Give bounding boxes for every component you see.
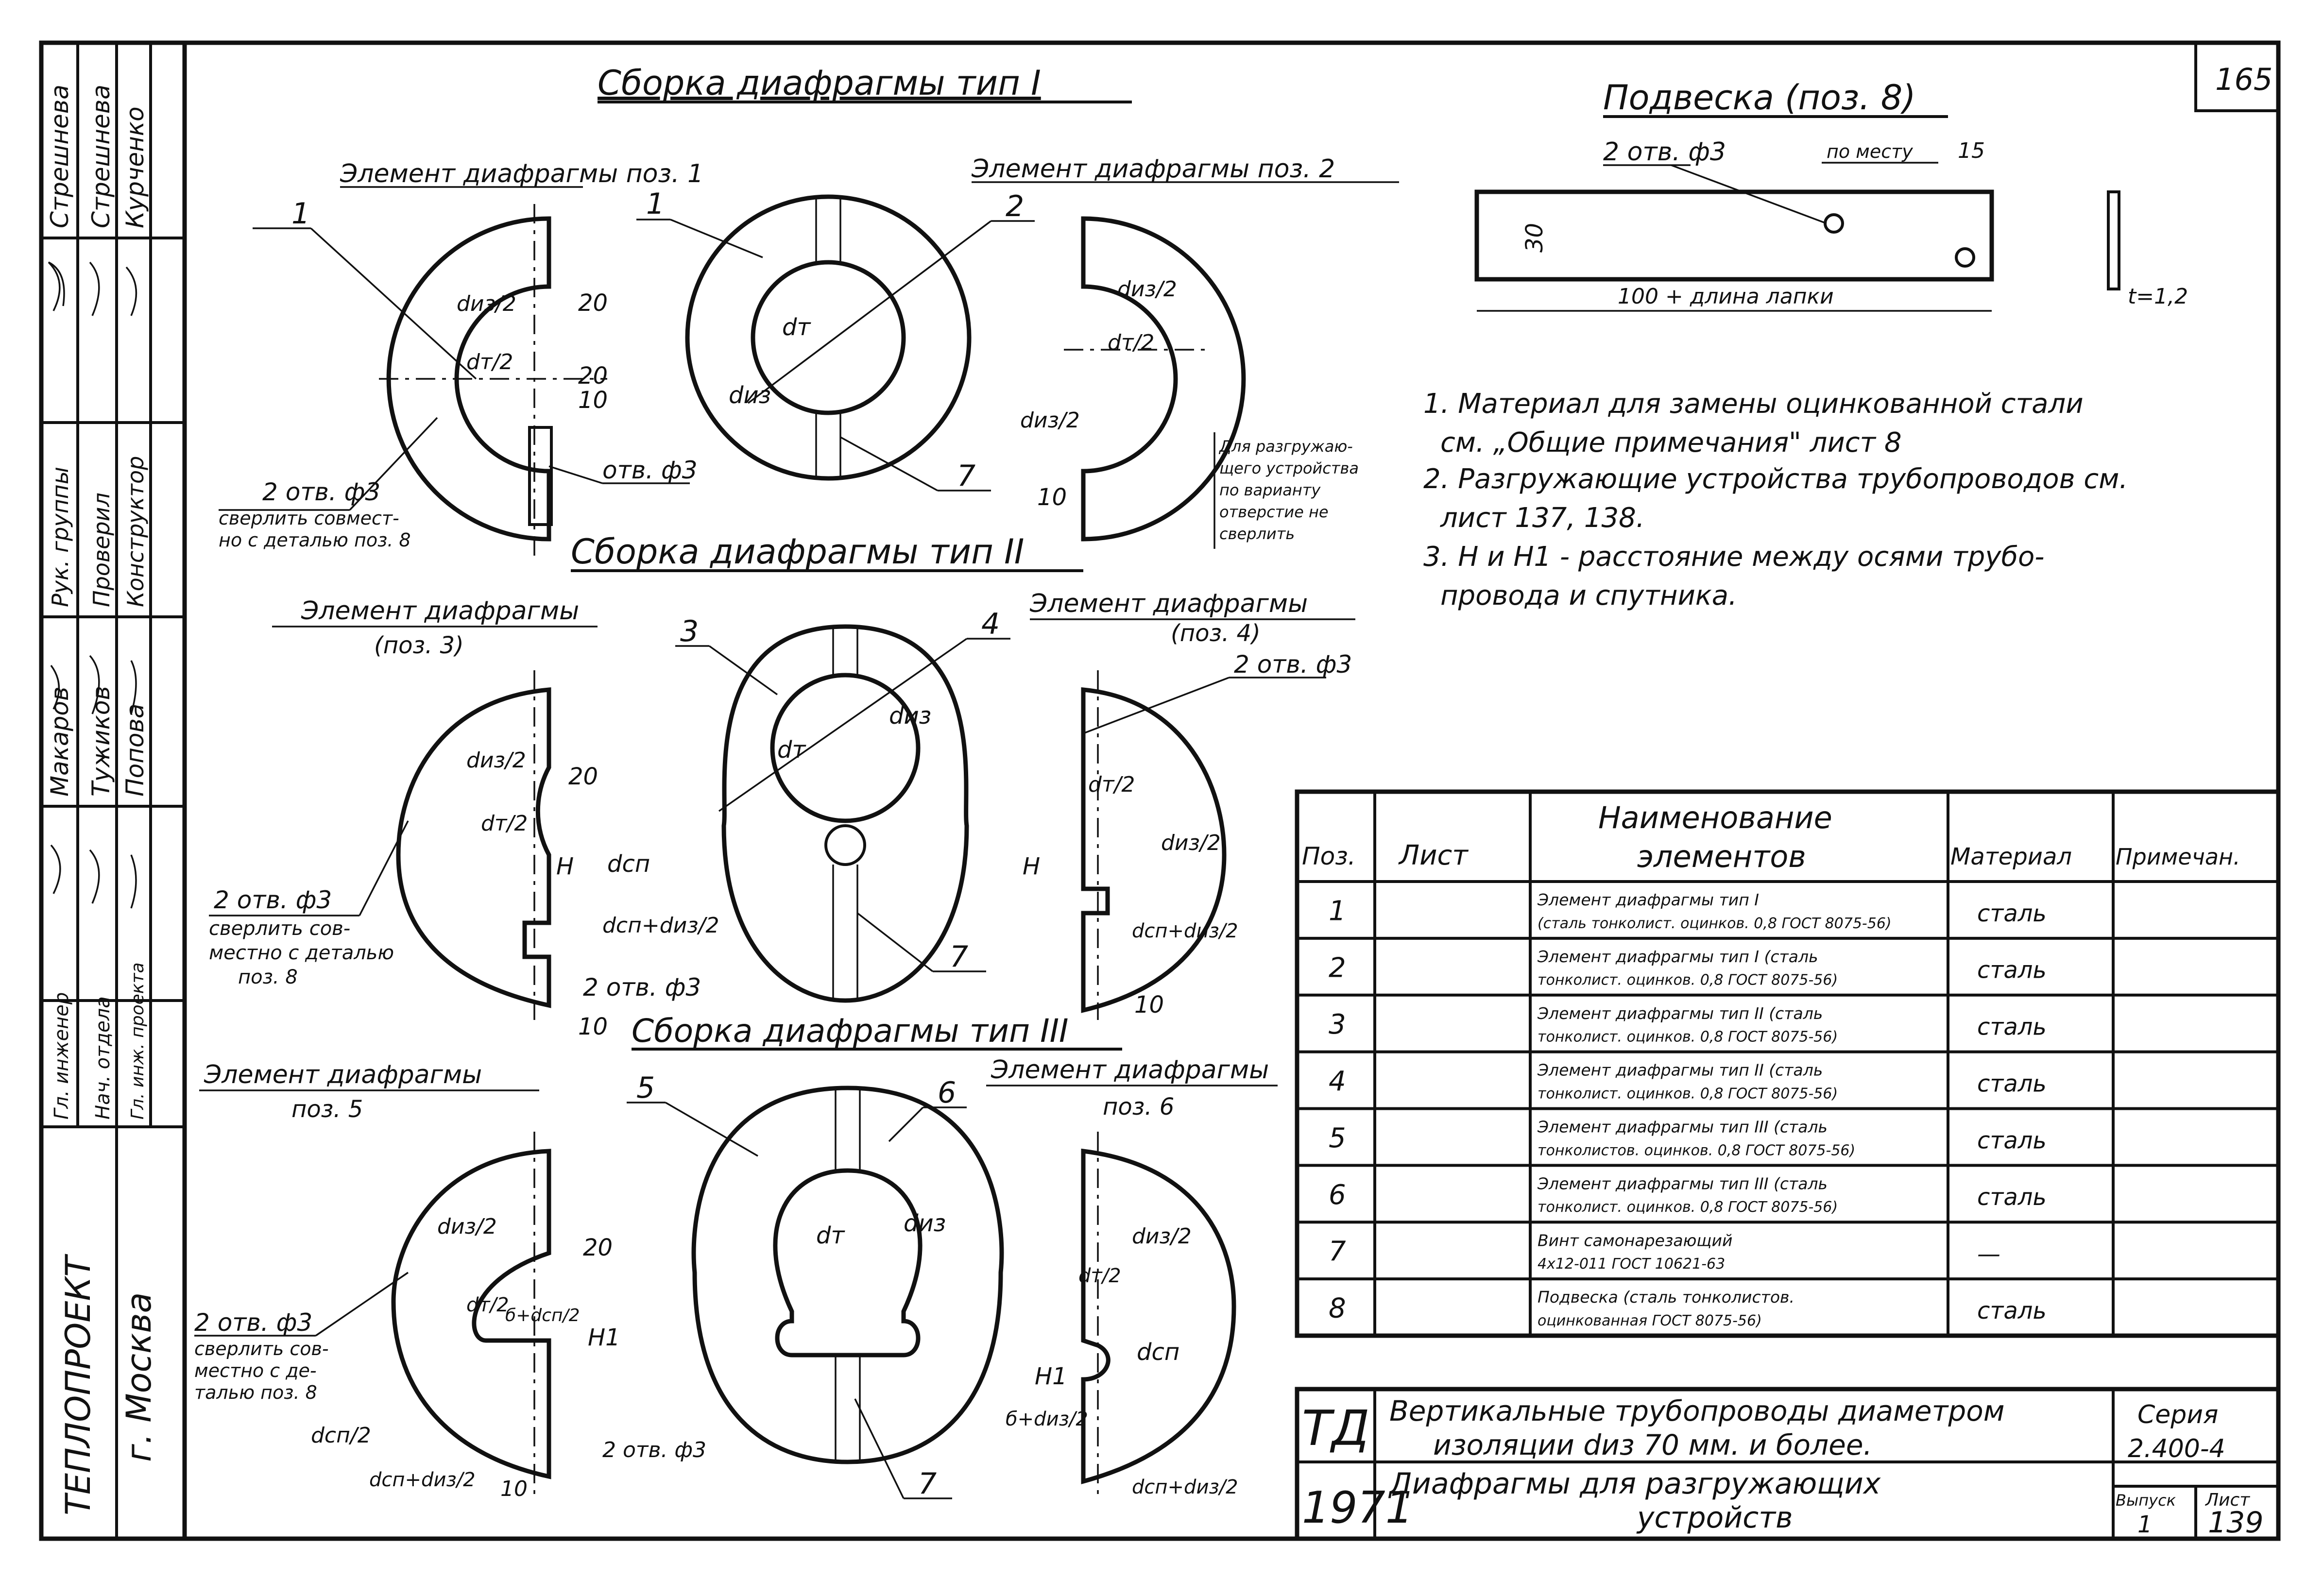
unload-note: Для разгружаю- — [1219, 437, 1353, 456]
drill-note: но с деталью поз. 8 — [219, 529, 411, 551]
dim-b-dsp: б+dсп/2 — [505, 1306, 580, 1325]
dim-diz-half: dиз/2 — [437, 1214, 497, 1239]
callout-7: 7 — [918, 1467, 937, 1501]
table-cell-name: Элемент диафрагмы тип I — [1538, 890, 1760, 910]
dim-20: 20 — [578, 289, 608, 317]
subtitle-line: устройств — [1637, 1501, 1793, 1535]
note-line: 1. Материал для замены оцинкованной стали — [1423, 388, 2084, 420]
table-cell-name: тонколист. оцинков. 0,8 ГОСТ 8075-56) — [1538, 971, 1838, 989]
table-header: Примечан. — [2116, 844, 2240, 870]
table-cell-name: тонколист. оцинков. 0,8 ГОСТ 8075-56) — [1538, 1028, 1838, 1046]
td-code: ТД — [1302, 1400, 1370, 1457]
note-line: 3. H и H1 - расстояние между осями трубо- — [1423, 541, 2045, 573]
dim-dsp-diz: dсп+dиз/2 — [1132, 920, 1238, 942]
dim-diz-half: dиз/2 — [1132, 1224, 1192, 1249]
table-cell-name: Элемент диафрагмы тип III (сталь — [1538, 1174, 1828, 1193]
dim-dsp-half: dсп/2 — [311, 1423, 371, 1448]
stamp-cell: Гл. инженер — [51, 992, 73, 1120]
dim-dt: dт — [777, 736, 806, 764]
holes-label: 2 отв. ф3 — [602, 1438, 707, 1462]
assembly-2 — [209, 589, 1355, 1040]
dim-10: 10 — [1037, 484, 1067, 511]
stamp-block — [41, 43, 185, 1539]
dim-h1: H1 — [588, 1324, 620, 1351]
stamp-cell: Стрешнева — [46, 85, 74, 228]
dim-10: 10 — [500, 1477, 528, 1501]
drill-note: сверлить сов- — [194, 1338, 329, 1359]
dim-diz: dиз — [729, 382, 771, 409]
drill-note: поз. 8 — [238, 966, 298, 988]
dim-h: H — [1023, 853, 1041, 880]
stamp-cell: Рук. группы — [47, 466, 73, 607]
dim-dt-half: dт/2 — [481, 811, 528, 836]
table-cell-pos: 1 — [1329, 895, 1346, 927]
assembly-1-title: Сборка диафрагмы тип I — [598, 63, 1041, 103]
assembly-3 — [194, 1055, 1278, 1501]
sheet-number: 165 — [2215, 62, 2273, 97]
table-cell-pos: 6 — [1329, 1179, 1346, 1211]
table-cell-name: тонколист. оцинков. 0,8 ГОСТ 8075-56) — [1538, 1085, 1838, 1103]
element-label: Элемент диафрагмы — [991, 1055, 1269, 1085]
unload-note: отверстие не — [1219, 503, 1329, 521]
stamp-cell: Гл. инж. проекта — [128, 962, 148, 1120]
table-cell-material: сталь — [1977, 1013, 2047, 1041]
dim-20: 20 — [583, 1234, 613, 1261]
callout-3: 3 — [680, 614, 699, 648]
td-year: 1971 — [1302, 1482, 1414, 1533]
holes-label: 2 отв. ф3 — [1234, 650, 1352, 679]
dim-diz-half: dиз/2 — [1161, 831, 1221, 855]
dim-30: 30 — [1521, 222, 1548, 253]
dim-diz: dиз — [904, 1210, 946, 1237]
title-line: изоляции dиз 70 мм. и более. — [1433, 1428, 1872, 1461]
table-cell-pos: 5 — [1329, 1122, 1346, 1154]
stamp-cell: Попова — [121, 703, 149, 797]
table-cell-name: Подвеска (сталь тонколистов. — [1538, 1288, 1794, 1307]
note-line: 2. Разгружающие устройства трубопроводов см. — [1423, 463, 2128, 495]
drill-note: местно с деталью — [209, 942, 394, 964]
dim-dt-half: dт/2 — [1108, 330, 1155, 355]
table-cell-pos: 7 — [1329, 1236, 1346, 1268]
element-label: Элемент диафрагмы — [204, 1060, 482, 1089]
dim-dt: dт — [782, 314, 811, 341]
dim-diz-half: dиз/2 — [1020, 408, 1080, 433]
callout-2: 2 — [1006, 189, 1025, 223]
table-cell-name: Элемент диафрагмы тип II (сталь — [1538, 1003, 1823, 1023]
note-line: лист 137, 138. — [1440, 502, 1645, 534]
sheet-value: 139 — [2208, 1506, 2264, 1540]
suspension — [1477, 137, 2188, 311]
stamp-cell: Курченко — [121, 106, 149, 228]
assembly-1 — [219, 154, 1399, 559]
table-cell-name: Элемент диафрагмы тип III (сталь — [1538, 1117, 1828, 1137]
table-header: Поз. — [1302, 842, 1356, 870]
dim-diz: dиз — [889, 702, 932, 730]
callout-4: 4 — [981, 607, 1000, 641]
issue-value: 1 — [2137, 1511, 2153, 1538]
dim-dt-half: dт/2 — [1078, 1265, 1121, 1287]
dim-diz-half: dиз/2 — [466, 748, 526, 773]
table-cell-material: сталь — [1977, 1070, 2047, 1098]
holes-label: 2 отв. ф3 — [1603, 137, 1726, 167]
table-header: Наименование — [1598, 800, 1832, 835]
table-cell-name: Элемент диафрагмы тип I (сталь — [1538, 947, 1818, 966]
dim-20: 20 — [578, 362, 608, 390]
dim-dsp-diz: dсп+dиз/2 — [369, 1469, 476, 1491]
holes-label: 2 отв. ф3 — [194, 1308, 313, 1337]
dim-dsp-diz: dсп+dиз/2 — [1132, 1476, 1238, 1498]
dim-20: 20 — [568, 763, 598, 790]
series-label: Серия — [2137, 1400, 2219, 1429]
stamp-cell: Макаров — [46, 686, 74, 797]
holes-label: 2 отв. ф3 — [262, 478, 381, 506]
dim-diz-half: dиз/2 — [1117, 277, 1177, 302]
table-cell-material: сталь — [1977, 956, 2047, 984]
element-label: поз. 6 — [1103, 1093, 1175, 1121]
org-name: ТЕПЛОПРОЕКТ — [58, 1256, 98, 1515]
unload-note: щего устройства — [1219, 459, 1359, 477]
element-label: (поз. 4) — [1171, 620, 1261, 647]
assembly-3-title: Сборка диафрагмы тип III — [632, 1012, 1069, 1050]
table-cell-pos: 3 — [1329, 1009, 1346, 1041]
table-cell-name: тонколист. оцинков. 0,8 ГОСТ 8075-56) — [1538, 1199, 1838, 1216]
stamp-cell: Проверил — [88, 492, 115, 607]
dim-10: 10 — [578, 1013, 608, 1040]
dim-h: H — [556, 853, 574, 880]
dim-dsp: dсп — [1137, 1339, 1180, 1366]
parts-table — [1297, 792, 2278, 1336]
dim-dt-half: dт/2 — [1088, 772, 1135, 797]
dim-15: 15 — [1958, 138, 1985, 163]
sheet-label: Лист — [2205, 1490, 2250, 1510]
hole-label: отв. ф3 — [602, 456, 698, 484]
assembly-2-title: Сборка диафрагмы тип II — [571, 532, 1025, 572]
table-cell-name: Винт самонарезающий — [1538, 1231, 1733, 1250]
element-label: (поз. 3) — [374, 632, 464, 659]
stamp-cell: Тужиков — [87, 686, 115, 797]
dim-dt-half: dт/2 — [466, 1294, 509, 1316]
element-label: Элемент диафрагмы — [301, 596, 580, 626]
dim-dsp-diz: dсп+dиз/2 — [602, 913, 719, 938]
callout-6: 6 — [938, 1076, 957, 1110]
subtitle-line: Диафрагмы для разгружающих — [1389, 1467, 1881, 1501]
unload-note: по варианту — [1219, 481, 1321, 499]
table-cell-name: Элемент диафрагмы тип II (сталь — [1538, 1060, 1823, 1080]
stamp-cell: Стрешнева — [87, 85, 115, 228]
table-cell-material: сталь — [1977, 1127, 2047, 1155]
series-value: 2.400-4 — [2128, 1434, 2225, 1463]
table-cell-pos: 4 — [1329, 1066, 1346, 1098]
dim-b-diz: б+dиз/2 — [1006, 1408, 1088, 1430]
note-line: провода и спутника. — [1440, 580, 1737, 611]
dim-dsp: dсп — [607, 850, 650, 878]
table-cell-material: — — [1977, 1240, 2000, 1268]
suspension-title: Подвеска (поз. 8) — [1603, 78, 1916, 118]
holes-label: 2 отв. ф3 — [583, 973, 701, 1002]
note-line: см. „Общие примечания" лист 8 — [1440, 427, 1902, 458]
callout-1: 1 — [291, 197, 310, 231]
drill-note: сверлить совмест- — [219, 508, 399, 529]
unload-note: сверлить — [1219, 525, 1295, 543]
drill-note: талью поз. 8 — [194, 1382, 317, 1403]
table-cell-name: (сталь тонколист. оцинков. 0,8 ГОСТ 8075-56) — [1538, 915, 1892, 932]
table-header: Материал — [1950, 843, 2072, 870]
table-header: Лист — [1399, 840, 1468, 871]
notes — [1423, 388, 2128, 611]
dim-10: 10 — [578, 387, 608, 414]
element-label: Элемент диафрагмы — [1030, 589, 1308, 618]
stamp-cell: Нач. отдела — [92, 996, 114, 1120]
title-block — [1297, 1389, 2278, 1540]
table-cell-name: оцинкованная ГОСТ 8075-56) — [1538, 1312, 1762, 1329]
callout-5: 5 — [636, 1071, 655, 1105]
issue-label: Выпуск — [2116, 1491, 2176, 1510]
title-line: Вертикальные трубопроводы диаметром — [1389, 1394, 2005, 1427]
table-cell-name: 4x12-011 ГОСТ 10621-63 — [1538, 1256, 1726, 1273]
dim-dt: dт — [816, 1222, 845, 1249]
dim-10: 10 — [1134, 991, 1164, 1019]
element-label: поз. 5 — [291, 1096, 363, 1123]
holes-label: 2 отв. ф3 — [214, 886, 332, 914]
callout-7: 7 — [950, 940, 969, 974]
callout-1: 1 — [646, 187, 665, 221]
element-label: Элемент диафрагмы поз. 2 — [972, 154, 1335, 184]
element-label: Элемент диафрагмы поз. 1 — [340, 159, 704, 188]
drill-note: местно с де- — [194, 1360, 317, 1381]
callout-7: 7 — [957, 459, 976, 493]
org-city: г. Москва — [119, 1292, 159, 1462]
table-cell-pos: 2 — [1329, 952, 1346, 984]
table-cell-material: сталь — [1977, 900, 2047, 927]
dim-diz-half: dиз/2 — [457, 291, 516, 316]
dim-h1: H1 — [1035, 1363, 1067, 1390]
table-cell-material: сталь — [1977, 1184, 2047, 1211]
dim-dt-half: dт/2 — [466, 350, 513, 374]
table-header: элементов — [1637, 839, 1806, 874]
thickness-label: t=1,2 — [2128, 284, 2188, 309]
in-place-label: по месту — [1827, 141, 1913, 162]
stamp-cell: Конструктор — [122, 456, 149, 607]
drill-note: сверлить сов- — [209, 917, 351, 940]
table-cell-material: сталь — [1977, 1297, 2047, 1324]
table-cell-name: тонколистов. оцинков. 0,8 ГОСТ 8075-56) — [1538, 1142, 1856, 1159]
length-note: 100 + длина лапки — [1618, 284, 1834, 309]
table-cell-pos: 8 — [1329, 1292, 1346, 1324]
